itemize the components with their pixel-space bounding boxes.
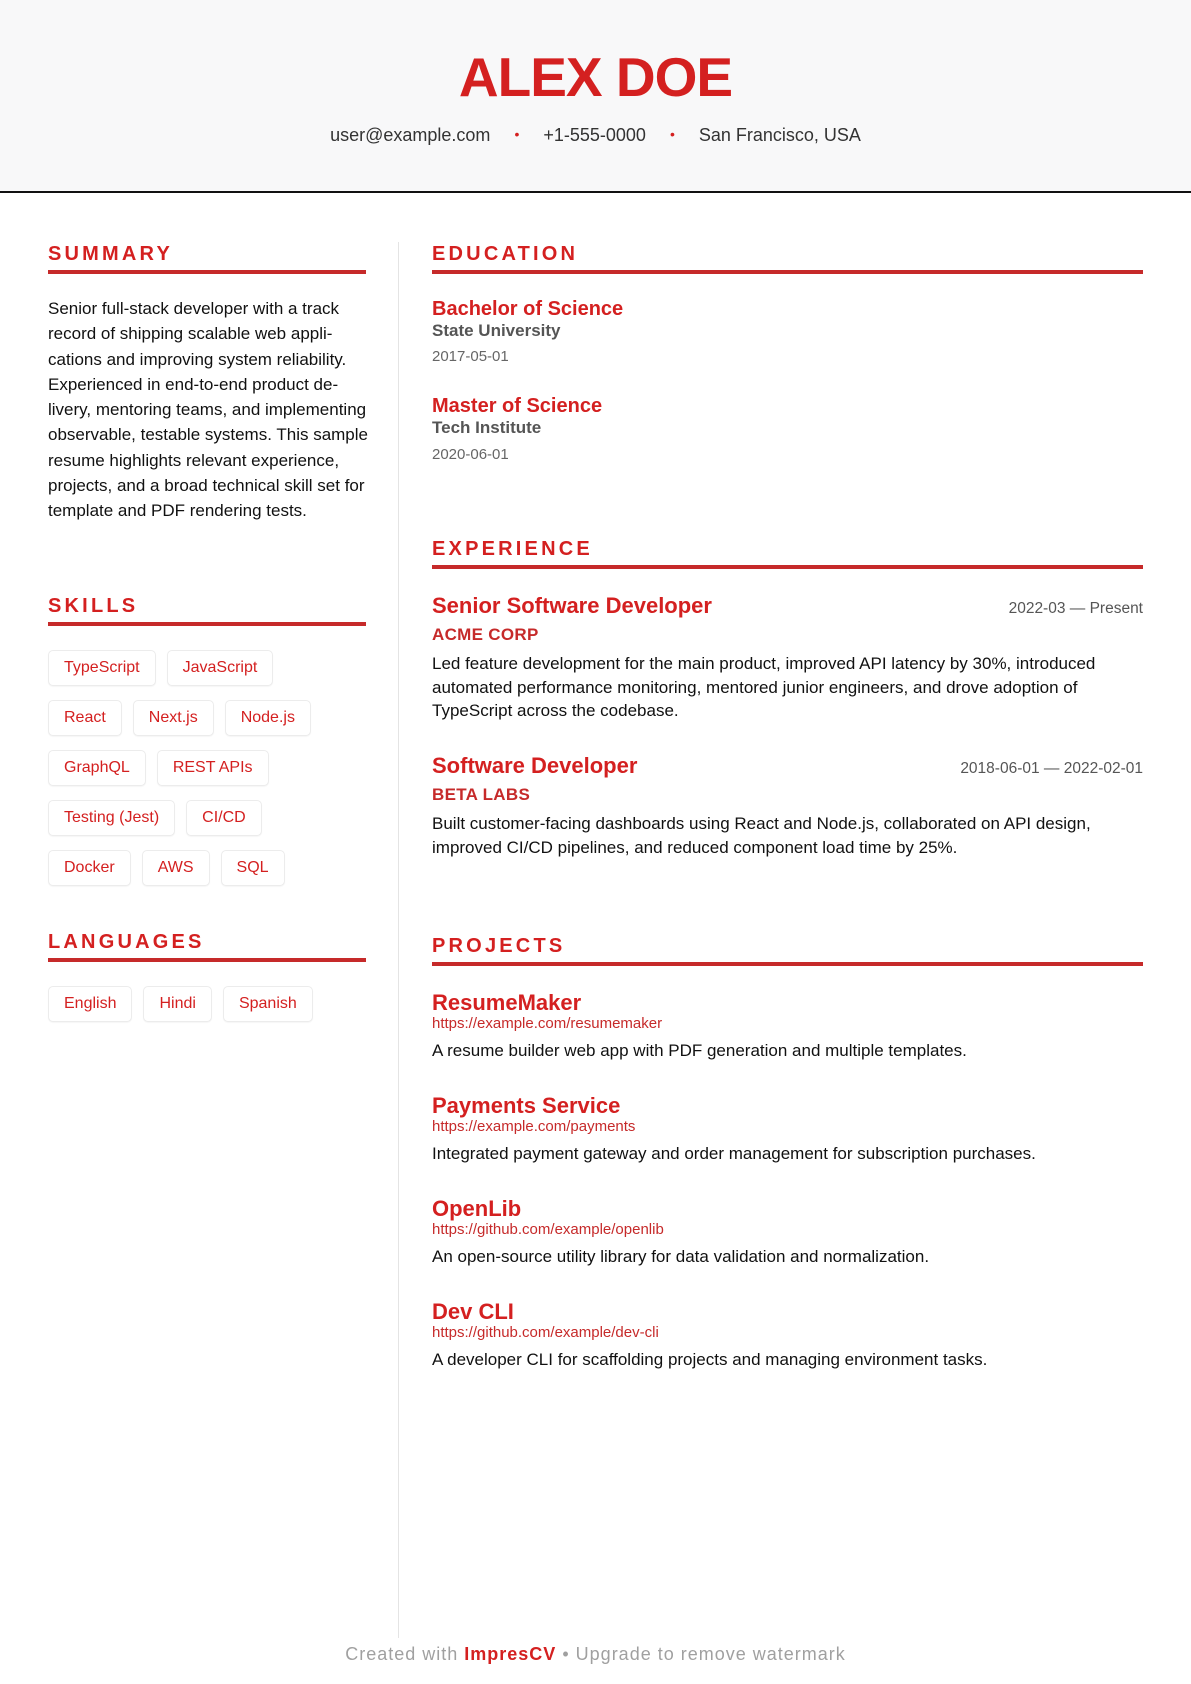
skill-chip: CI/CD — [186, 800, 262, 836]
skills-row — [48, 650, 284, 688]
skill-chip: TypeScript — [48, 650, 156, 686]
skills-row — [48, 800, 273, 838]
skills-row — [48, 750, 280, 788]
education-rule — [432, 270, 1143, 274]
job-title: Software Developer — [432, 753, 638, 778]
skills-row — [48, 850, 296, 888]
edu-school: State University — [432, 321, 561, 340]
skill-chip: REST APIs — [157, 750, 269, 786]
contact-location: San Francisco, USA — [698, 125, 861, 145]
summary-text: Senior full-stack developer with a track record of shipping scalable web applications and improving system reliability. Experienced in end-to-end product delivery, mentoring teams, and implementing observable, testable systems. This sample resume highlights relevant experience, projects, and a broad technical skill set for template and PDF rendering tests. — [48, 299, 368, 521]
edu-date: 2017-05-01 — [432, 348, 509, 365]
language-chip: English — [48, 986, 132, 1022]
projects-rule — [432, 962, 1143, 966]
job-company: BETA LABS — [432, 785, 531, 804]
project-url[interactable]: https://example.com/payments — [432, 1118, 636, 1135]
watermark-upgrade-link[interactable]: Upgrade to remove watermark — [575, 1644, 846, 1664]
summary-heading: SUMMARY — [48, 243, 173, 265]
project-name: OpenLib — [432, 1196, 522, 1221]
project-name: Payments Service — [432, 1093, 621, 1118]
language-chip: Hindi — [143, 986, 211, 1022]
project-description: A developer CLI for scaffolding projects and managing environment tasks. — [432, 1350, 988, 1369]
skill-chip: SQL — [221, 850, 285, 886]
edu-date: 2020-06-01 — [432, 446, 509, 463]
education-heading: EDUCATION — [432, 243, 579, 265]
skill-chip: AWS — [142, 850, 210, 886]
languages-rule — [48, 958, 366, 962]
project-description: A resume builder web app with PDF generation and multiple templates. — [432, 1041, 967, 1060]
contact-separator-1: • — [514, 126, 520, 142]
skills-rule — [48, 622, 366, 626]
project-url[interactable]: https://github.com/example/dev-cli — [432, 1324, 659, 1341]
skill-chip: Node.js — [225, 700, 311, 736]
languages-heading: LANGUAGES — [48, 931, 205, 953]
skill-chip: Testing (Jest) — [48, 800, 175, 836]
projects-heading: PROJECTS — [432, 935, 566, 957]
skills-row — [48, 700, 322, 738]
watermark-footer — [0, 1643, 1191, 1665]
watermark-prefix: Created with — [345, 1644, 459, 1664]
job-company: ACME CORP — [432, 625, 539, 644]
experience-rule — [432, 565, 1143, 569]
project-description: Integrated payment gateway and order management for subscription purchases. — [432, 1144, 1036, 1163]
project-url[interactable]: https://github.com/example/openlib — [432, 1221, 664, 1238]
skills-heading: SKILLS — [48, 595, 139, 617]
skill-chip: Docker — [48, 850, 131, 886]
job-title: Senior Software Developer — [432, 593, 712, 618]
project-description: An open-source utility library for data validation and normalization. — [432, 1247, 930, 1266]
language-chip: Spanish — [223, 986, 313, 1022]
edu-degree: Bachelor of Science — [432, 298, 624, 320]
resume-header — [0, 0, 1191, 193]
skill-chip: Next.js — [133, 700, 214, 736]
edu-degree: Master of Science — [432, 395, 603, 417]
watermark-bullet: • — [562, 1644, 570, 1664]
contact-phone[interactable]: +1-555-0000 — [543, 125, 646, 145]
job-dates: 2022-03 — Present — [1008, 600, 1143, 617]
languages-row — [48, 986, 324, 1024]
candidate-name: ALEX DOE — [458, 46, 733, 108]
experience-heading: EXPERIENCE — [432, 538, 593, 560]
project-name: ResumeMaker — [432, 990, 582, 1015]
job-description: Led feature development for the main product, improved API latency by 30%, introduced automated performance monitoring, mentored junior engineers, and drove adoption of TypeScript across the codebase. — [432, 654, 1096, 720]
skill-chip: GraphQL — [48, 750, 146, 786]
skill-chip: JavaScript — [167, 650, 274, 686]
column-divider — [398, 242, 399, 1638]
edu-school: Tech Institute — [432, 418, 542, 437]
job-description: Built customer-facing dashboards using React and Node.js, collaborated on API design, improved CI/CD pipelines, and reduced component load time by 25%. — [432, 814, 1091, 857]
contact-separator-2: • — [669, 126, 675, 142]
summary-rule — [48, 270, 366, 274]
contact-email[interactable]: user@example.com — [330, 125, 491, 145]
skill-chip: React — [48, 700, 122, 736]
job-dates: 2018-06-01 — 2022-02-01 — [960, 760, 1143, 777]
project-url[interactable]: https://example.com/resumemaker — [432, 1015, 663, 1032]
contact-line — [0, 124, 1191, 147]
project-name: Dev CLI — [432, 1299, 514, 1324]
watermark-brand[interactable]: ImpresCV — [464, 1644, 557, 1664]
